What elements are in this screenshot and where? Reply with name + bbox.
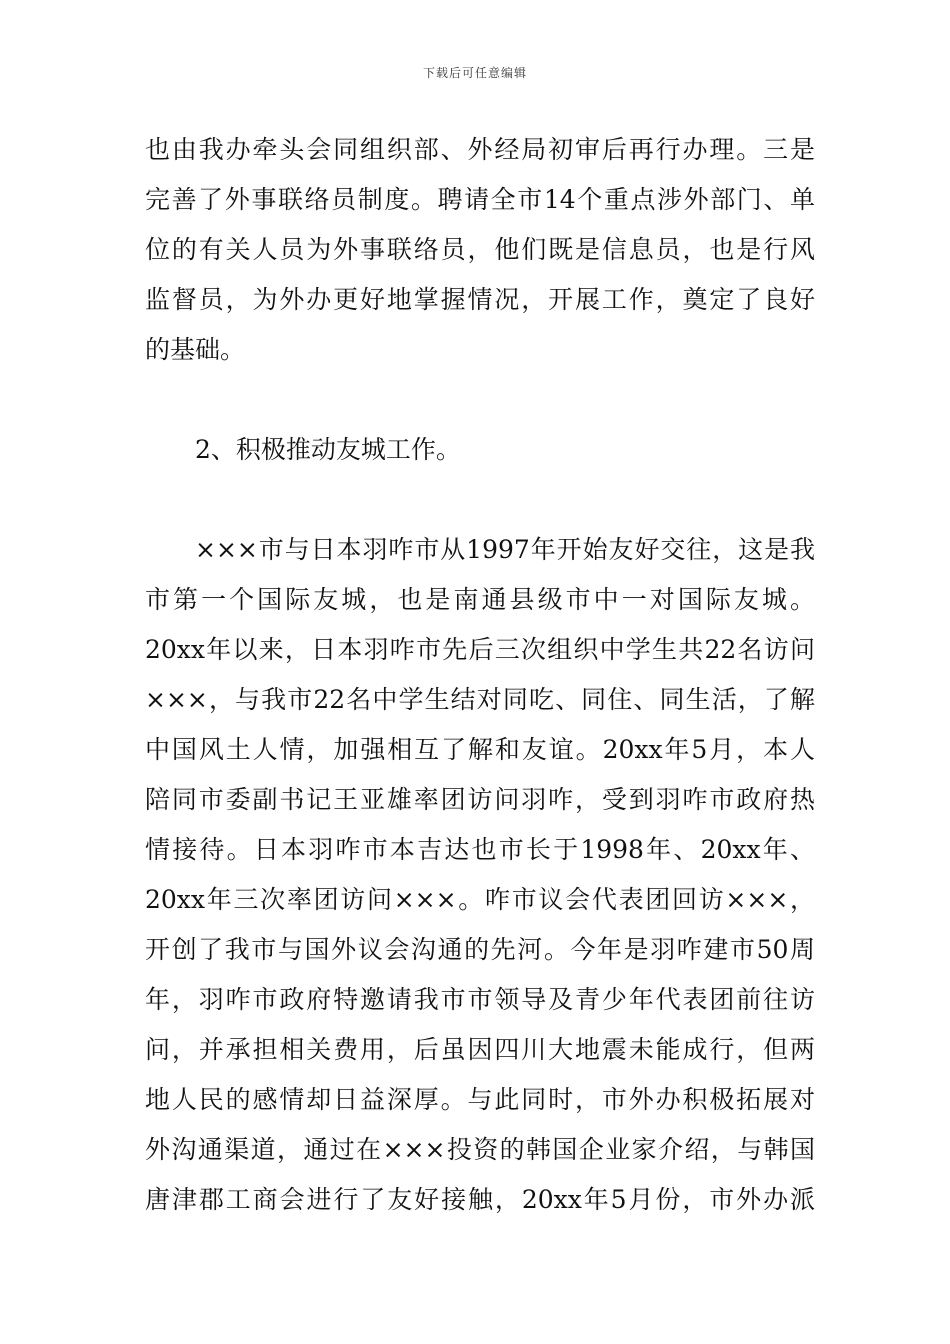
section-heading: 2、积极推动友城工作。 bbox=[195, 435, 461, 464]
paragraph-line: 监督员，为外办更好地掌握情况，开展工作，奠定了良好 bbox=[145, 285, 815, 314]
paragraph-line: 开创了我市与国外议会沟通的先河。今年是羽咋建市50周 bbox=[145, 935, 815, 964]
paragraph-line: 陪同市委副书记王亚雄率团访问羽咋，受到羽咋市政府热 bbox=[145, 785, 815, 814]
paragraph-line: 的基础。 bbox=[145, 335, 246, 364]
paragraph-line: 年，羽咋市政府特邀请我市市领导及青少年代表团前往访 bbox=[145, 985, 815, 1014]
paragraph-line: 20xx年以来，日本羽咋市先后三次组织中学生共22名访问 bbox=[145, 635, 815, 664]
paragraph-line: 问，并承担相关费用，后虽因四川大地震未能成行，但两 bbox=[145, 1035, 815, 1064]
paragraph-line: 外沟通渠道，通过在×××投资的韩国企业家介绍，与韩国 bbox=[145, 1135, 815, 1164]
paragraph-line: 20xx年三次率团访问×××。咋市议会代表团回访×××， bbox=[145, 885, 815, 914]
paragraph-line: 情接待。日本羽咋市本吉达也市长于1998年、20xx年、 bbox=[145, 835, 815, 864]
paragraph-line: 市第一个国际友城，也是南通县级市中一对国际友城。 bbox=[145, 585, 815, 614]
paragraph-line: 地人民的感情却日益深厚。与此同时，市外办积极拓展对 bbox=[145, 1085, 815, 1114]
paragraph-line: 中国风土人情，加强相互了解和友谊。20xx年5月，本人 bbox=[145, 735, 815, 764]
paragraph-line: ×××市与日本羽咋市从1997年开始友好交往，这是我 bbox=[195, 535, 815, 564]
paragraph-line: 完善了外事联络员制度。聘请全市14个重点涉外部门、单 bbox=[145, 185, 815, 214]
paragraph-line: 位的有关人员为外事联络员，他们既是信息员，也是行风 bbox=[145, 235, 815, 264]
paragraph-line: 唐津郡工商会进行了友好接触，20xx年5月份，市外办派 bbox=[145, 1185, 815, 1214]
page-header-note: 下载后可任意编辑 bbox=[422, 66, 527, 80]
paragraph-line: 也由我办牵头会同组织部、外经局初审后再行办理。三是 bbox=[145, 135, 815, 164]
paragraph-line: ×××，与我市22名中学生结对同吃、同住、同生活，了解 bbox=[145, 685, 815, 714]
